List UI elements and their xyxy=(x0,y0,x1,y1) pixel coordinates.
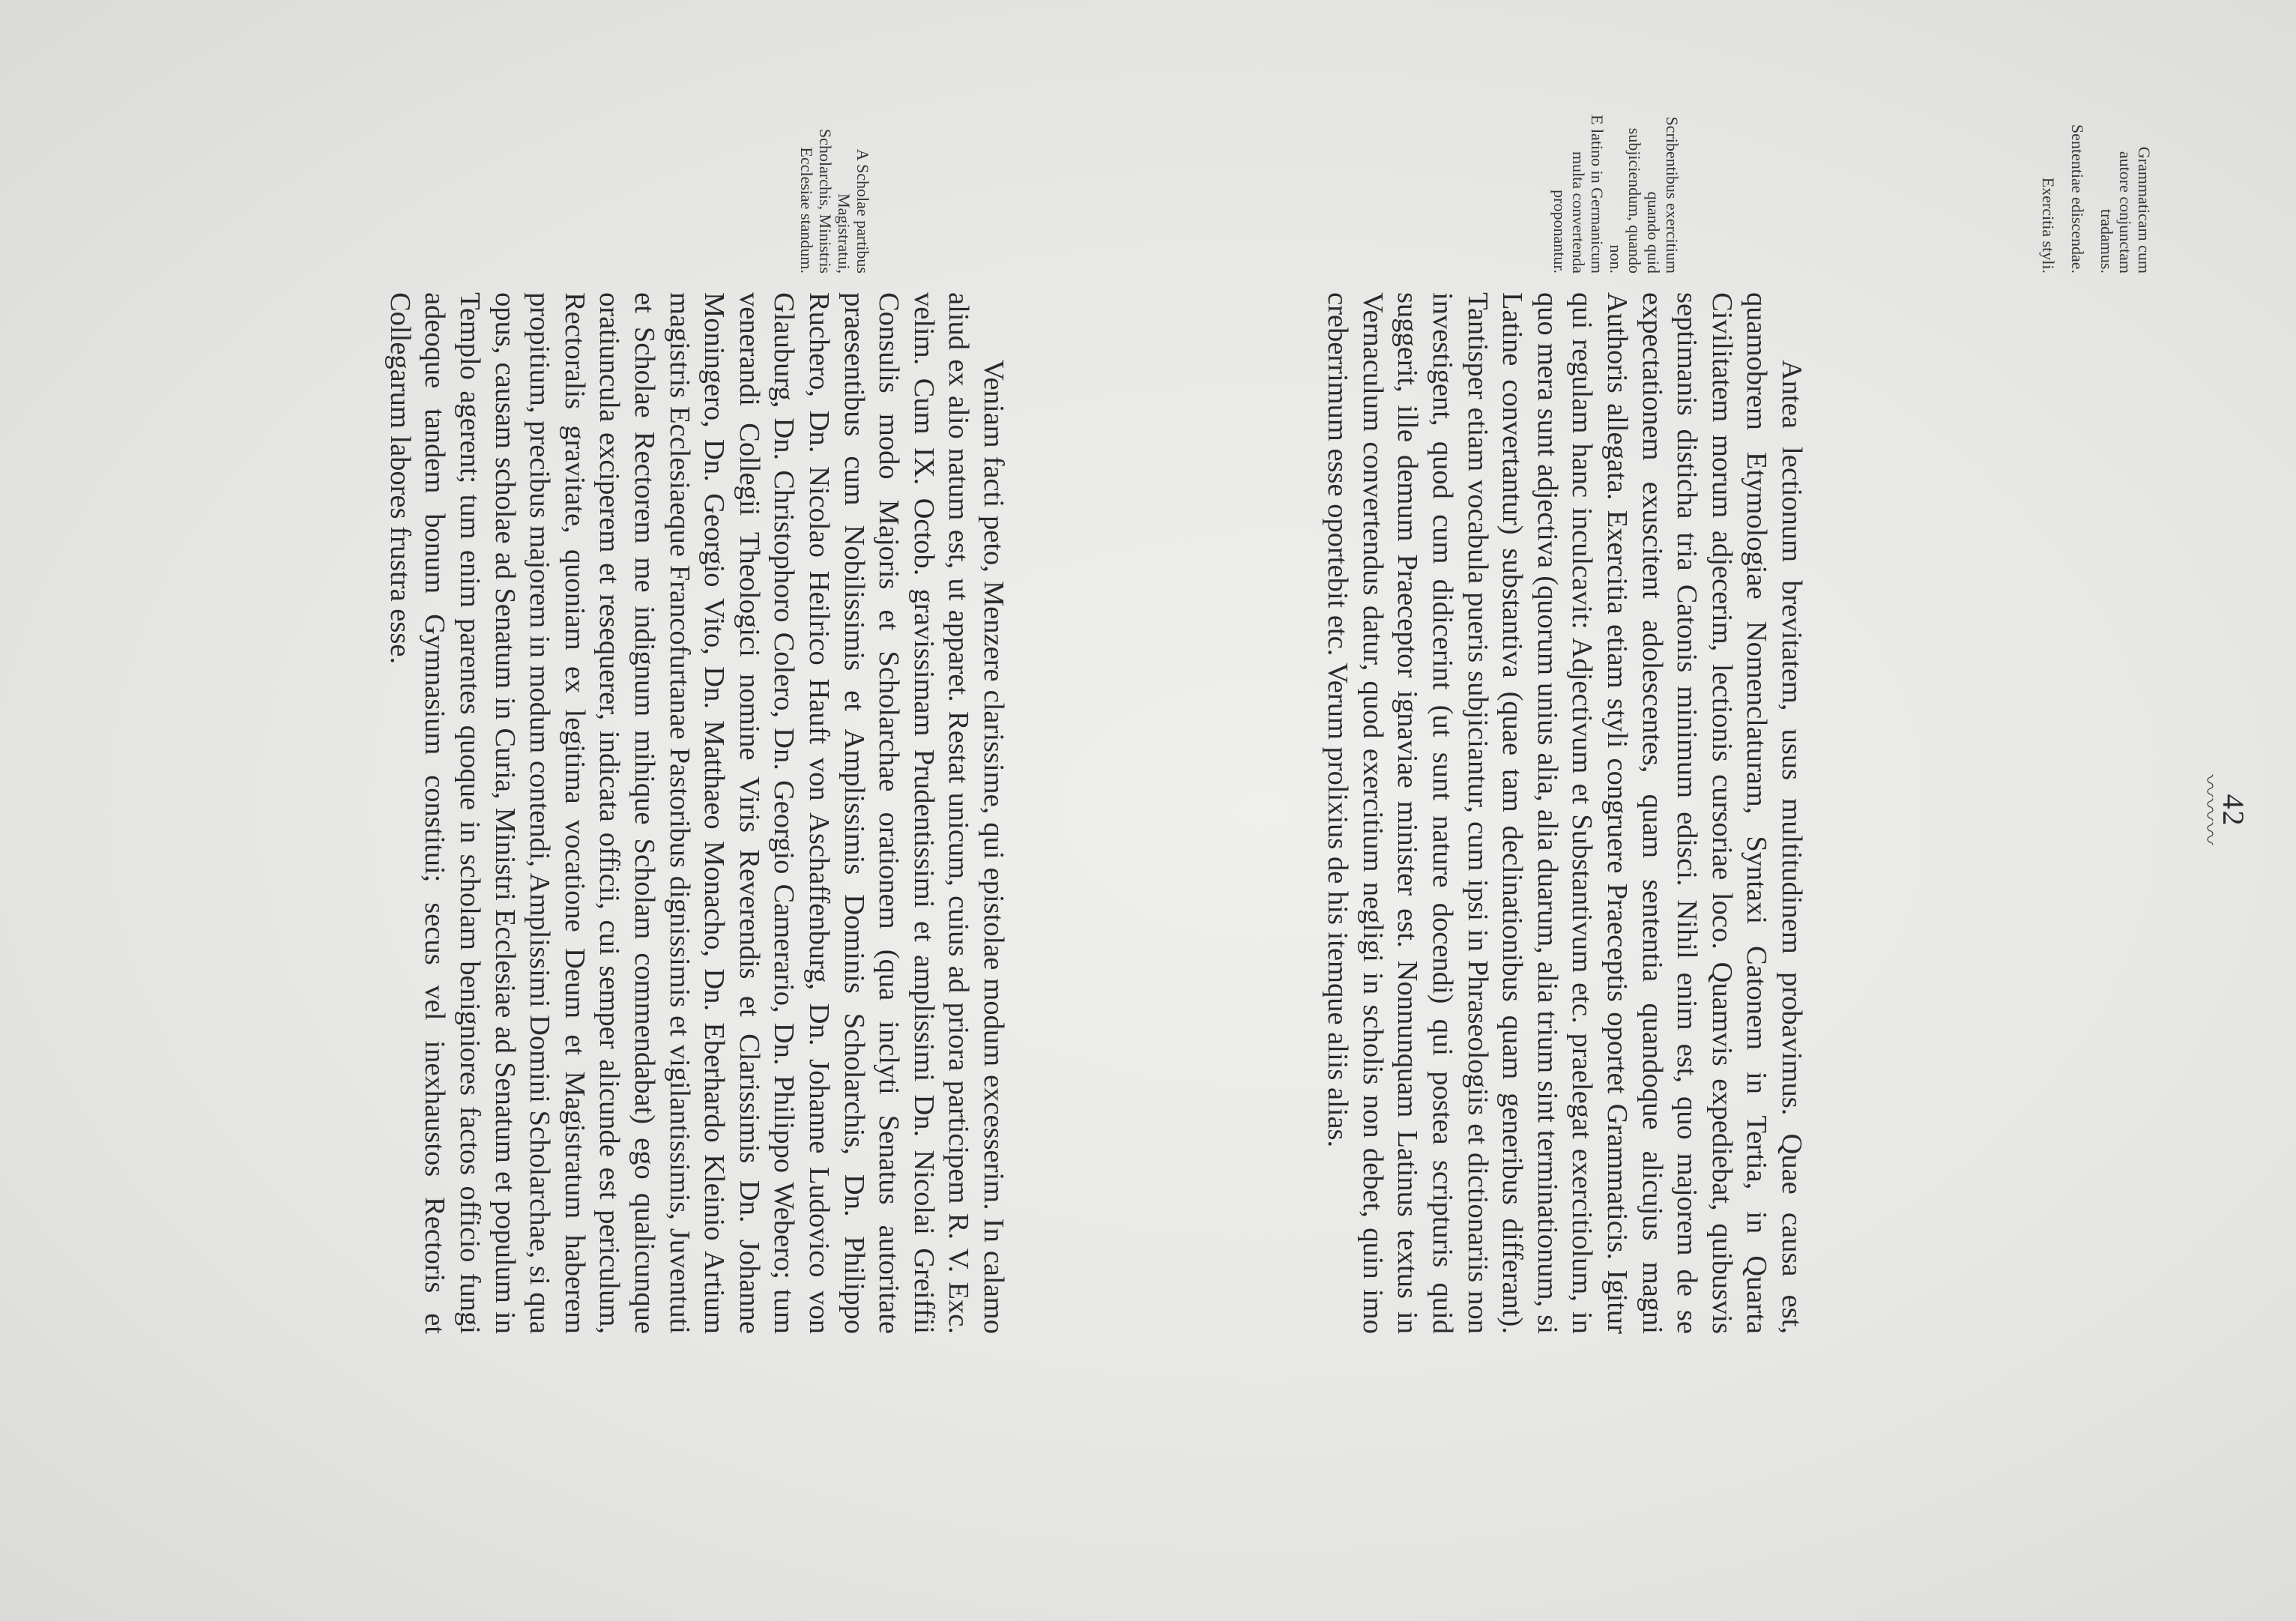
margin-note: Grammaticam cum autore conjunctam tradamus. xyxy=(2097,146,2154,274)
paragraph: Antea lectionum brevitatem, usus multitudinem probavimus. Quae causa est, quamobrem Etymologiae Nomenclaturam, Syntaxi Catonem in Tertia, in Quarta Civilitatem morum adjecerim, lectionis cursoriae loco. Quamvis expediebat, quibusvis septimanis disticha tria Catonis minimum edisci. Nihil enim est, quo majorem de se expectationem exuscitent adolescentes, quam sententia quandoque alicujus magni Authoris allegata. Exercitia etiam styli congruere Praeceptis oportet Grammaticis. Igitur qui regulam hanc inculcavit: Adjectivum et Substantivum etc. praelegat exercitiolum, in quo mera sunt adjectiva (quorum unius alia, alia duarum, alia trium sint terminationum, si Latine convertantur) substantiva (quae tam declinationibus quam generibus differant). Tantisper etiam vocabula pueris subjiciantur, cum ipsi in Phraseologiis et dictionariis non investigent, quod cum didicerint (ut sunt nature docendi) qui postea scripturis quid suggerit, ille demum Praeceptor ignaviae minister est. Nonnunquam Latinus textus in Vernaculum convertendus datur, quod exercitium negligi in scholis non debet, quin imo creberrimum esse oportebit etc. Verum prolixius de his itemque aliis alias. xyxy=(1322,292,1807,1334)
page-number-block xyxy=(2196,0,2251,1621)
margin-note: Exercitia styli. xyxy=(2039,177,2058,274)
page-number: 42 xyxy=(2217,794,2250,827)
margin-notes-top xyxy=(2028,112,2154,274)
margin-note: A Scholae partibus Magistratui, Scholarchis, Ministris Ecclesiae standum. xyxy=(797,128,872,274)
body-text-block xyxy=(382,292,1011,1334)
page-number-ornament: 〰〰〰 xyxy=(2196,774,2221,847)
margin-note: E latino in Germanicum multa convertenda proponantur. xyxy=(1550,115,1607,274)
margin-note: Sententiae ediscendae. xyxy=(2068,124,2087,274)
margin-notes-middle xyxy=(1550,112,1682,274)
margin-note: Scribentibus exercitium quando quid subjiciendum, quando non. xyxy=(1607,116,1682,274)
paragraph: Veniam facti peto, Menzere clarissime, qui epistolae modum excesserim. In calamo aliud ex alio natum est, ut apparet. Restat unicum, cuius ad priora participem R. V. Exc. velim. Cum IX. Octob. gravissimam Prudentissimi et amplissimi Dn. Nicolai Greiffii Consulis modo Majoris et Scholarchae orationem (qua inclyti Senatus autoritate praesentibus cum Nobilissimis et Amplissimis Dominis Scholarchis, Dn. Philippo Ruchero, Dn. Nicolao Heilrico Hauft von Aschaffenburg, Dn. Johanne Ludovico von Glauburg, Dn. Christophoro Colero, Dn. Georgio Camerario, Dn. Philippo Webero; tum venerandi Collegii Theologici nomine Viris Reverendis et Clarissimis Dn. Johanne Moningero, Dn. Georgio Vito, Dn. Matthaeo Monacho, Dn. Eberhardo Kleinio Artium magistris Ecclesiaeque Francofurtanae Pastoribus dignissimis et vigilantissimis, Juventuti et Scholae Rectorem me indignum mihique Scholam commendabat) ego qualicunque oratiuncula exciperem et resequerer, indicata officii, cui semper alicunde est periculum, Rectoralis gravitate, quoniam ex legitima vocatione Deum et Magistratum haberem propitium, precibus majorem in modum contendi, Amplissimi Domini Scholarchae, si qua opus, causam scholae ad Senatum in Curia, Ministri Ecclesiae ad Senatum et populum in Templo agerent; tum enim parentes quoque in scholam benigniores factos officio fungi adeoque tandem bonum Gymnasium constitui; secus vel inexhaustos Rectoris et Collegarum labores frustra esse. xyxy=(384,292,1009,1334)
body-text-block xyxy=(1320,292,1809,1334)
margin-notes-bottom xyxy=(797,112,872,274)
